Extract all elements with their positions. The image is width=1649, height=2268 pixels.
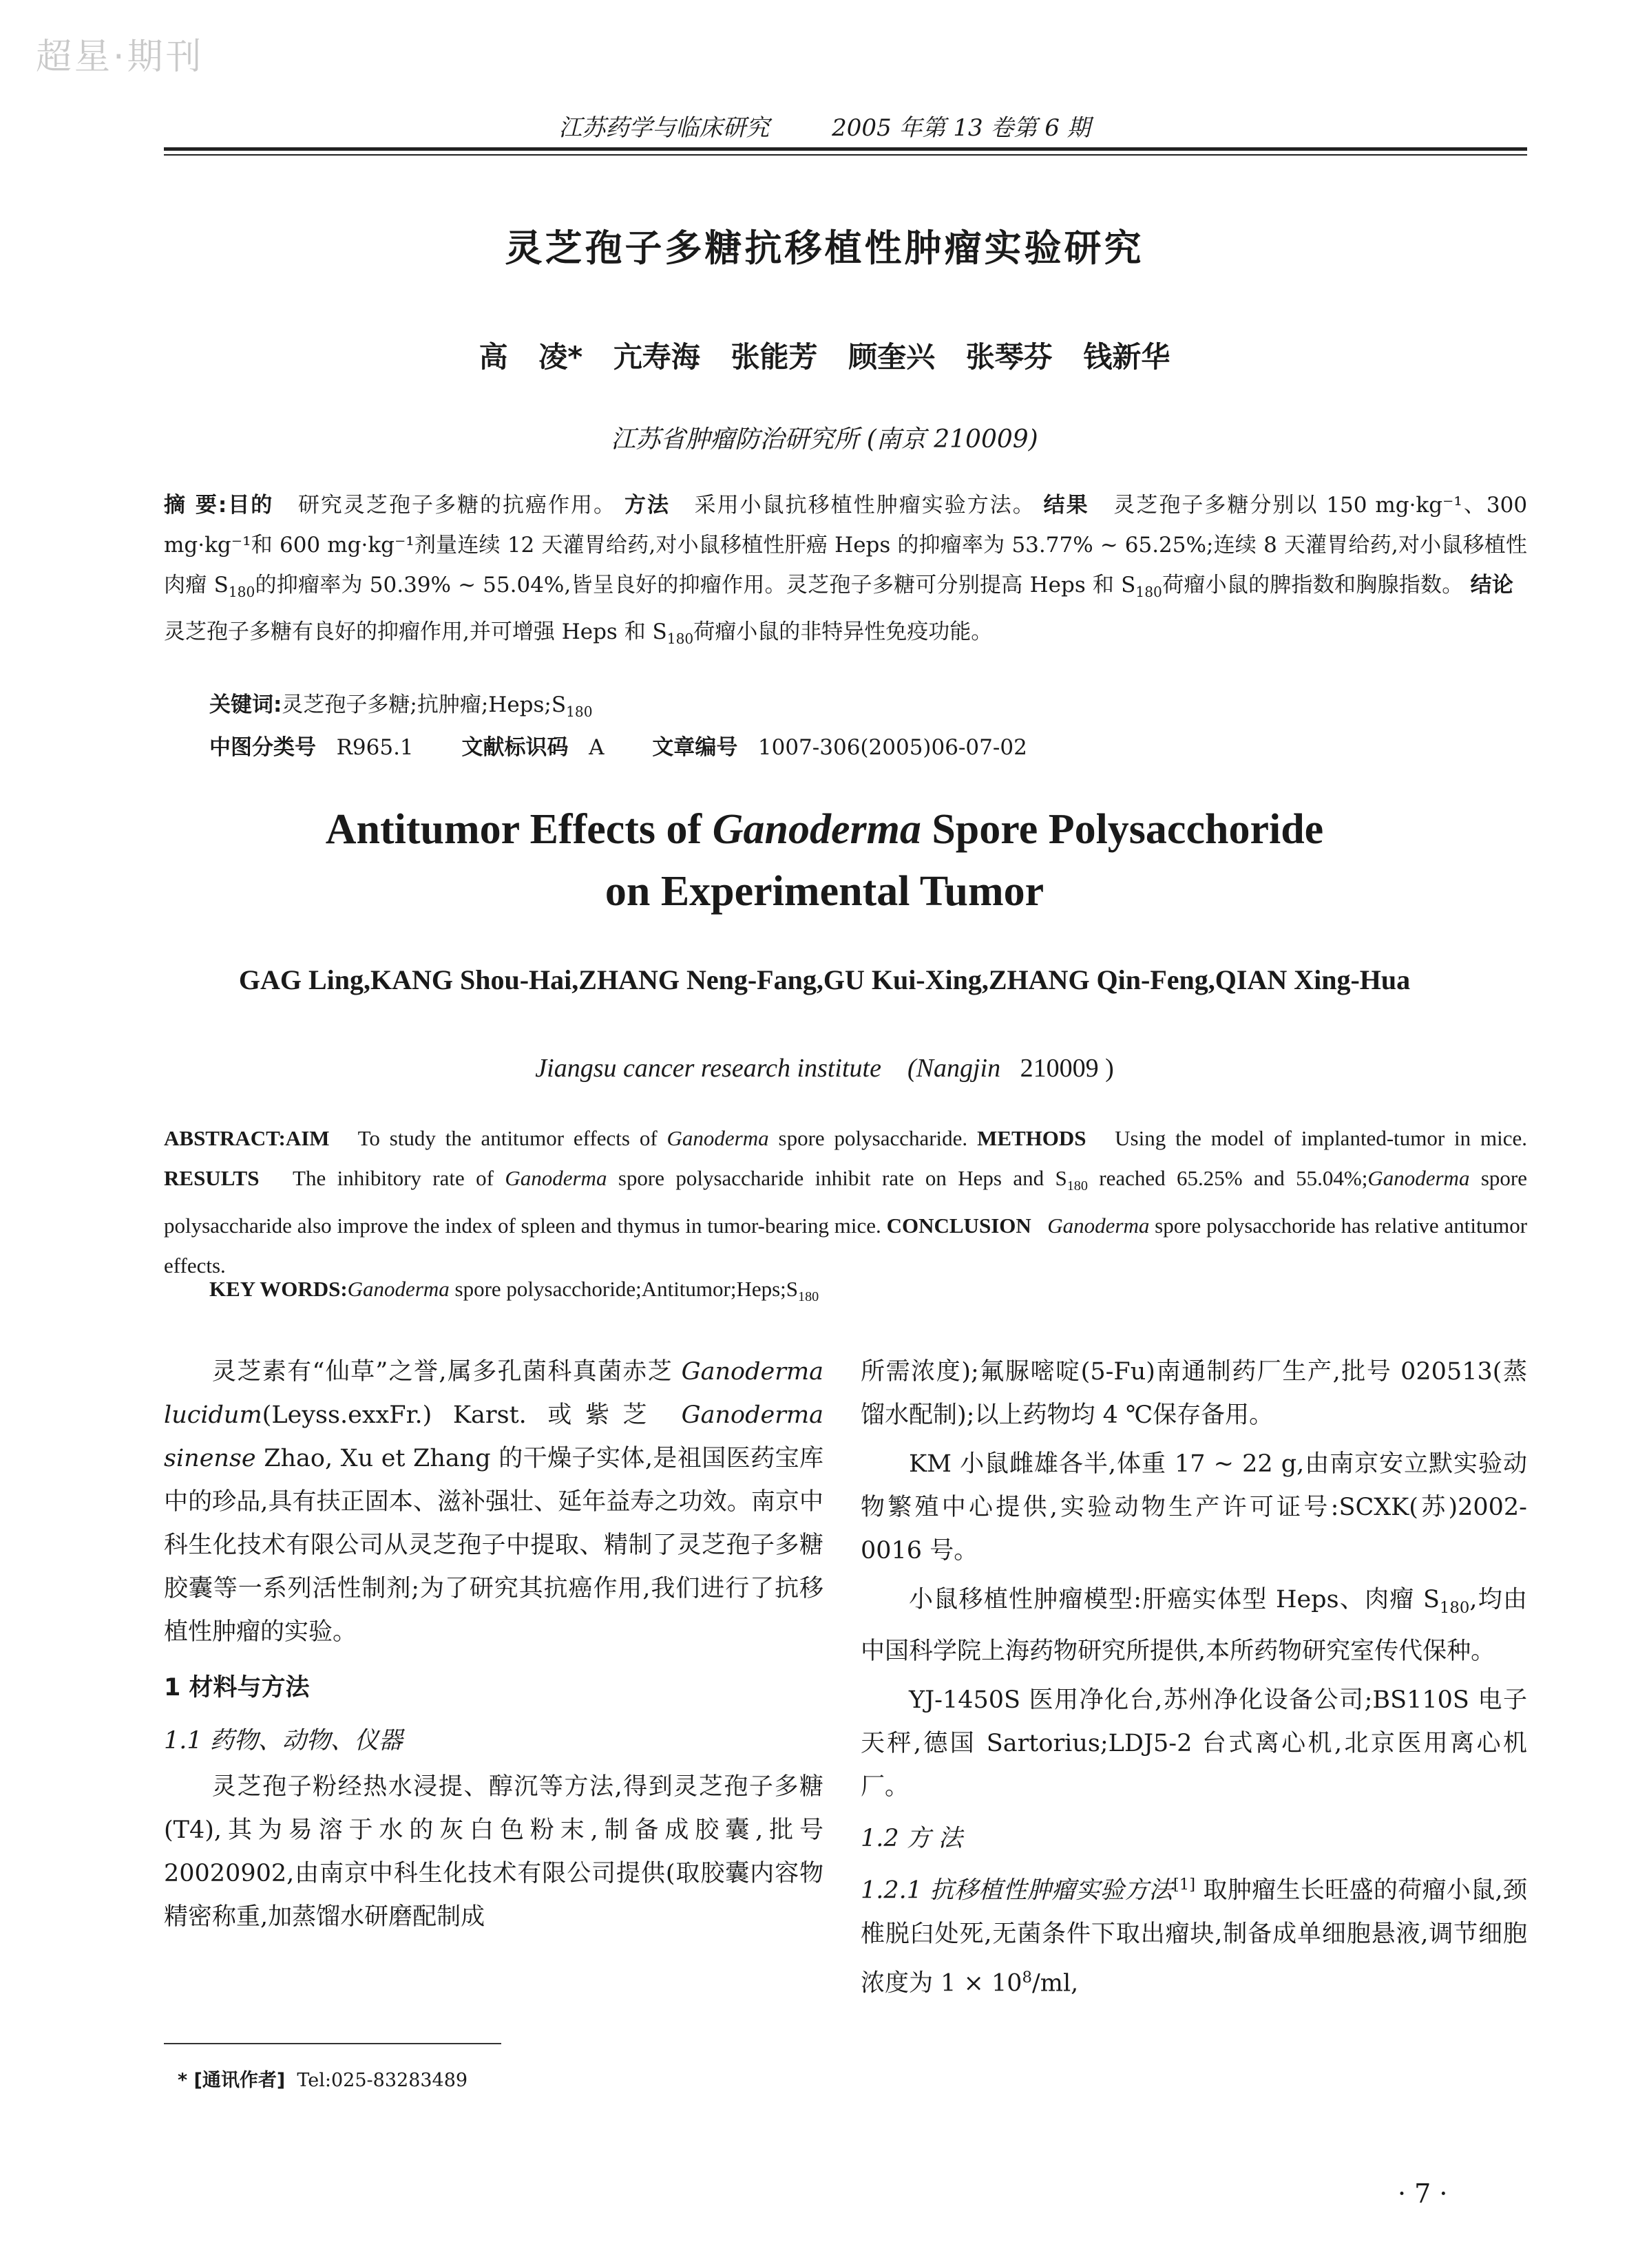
page-number: · 7 · bbox=[1398, 2179, 1448, 2209]
doc-code-label: 文献标识码 bbox=[461, 735, 569, 760]
subscript: 180 bbox=[228, 584, 255, 601]
keywords-text: spore polysacchoride;Antitumor;Heps;S bbox=[449, 1277, 799, 1301]
watermark: 超星·期刊 bbox=[36, 36, 204, 78]
footnote-label: * [通讯作者] bbox=[178, 2070, 286, 2091]
header-rule-thick bbox=[164, 147, 1527, 151]
methods-label: METHODS bbox=[977, 1126, 1086, 1150]
keywords-english bbox=[209, 1277, 1527, 1305]
aim-text: To study the antitumor effects of bbox=[357, 1126, 667, 1150]
italic-term: Ganoderma bbox=[666, 1126, 769, 1150]
header-rule-thin bbox=[164, 154, 1527, 156]
results-label: RESULTS bbox=[164, 1166, 260, 1190]
results-text: 灵芝孢子多糖分别以 150 mg·kg⁻¹、300 mg·kg⁻¹和 600 mg·kg⁻¹剂量连续 12 天灌胃给药,对小鼠移植性肝癌 Heps 的抑瘤率为 53.77% ~ 65.25%;连续 8 天灌胃给药,对小鼠移植性肉瘤 S bbox=[164, 493, 1528, 597]
text: 灵芝素有“仙草”之誉,属多孔菌科真菌赤芝 bbox=[212, 1358, 682, 1386]
italic-term: Ganoderma bbox=[1367, 1166, 1470, 1190]
title-text: Spore Polysacchoride bbox=[921, 806, 1324, 853]
italic-term: Ganoderma bbox=[347, 1277, 450, 1301]
subsubsection-heading: 1.2.1 抗移植性肿瘤实验方法 bbox=[861, 1876, 1173, 1905]
subscript: 180 bbox=[1439, 1599, 1470, 1617]
text: /ml, bbox=[1032, 1969, 1079, 1997]
keywords-label: 关键词: bbox=[209, 692, 282, 717]
title-line-2: on Experimental Tumor bbox=[605, 868, 1044, 915]
methods-text: Using the model of implanted-tumor in mice. bbox=[1115, 1126, 1528, 1150]
running-header bbox=[0, 109, 1649, 142]
subsection-heading: 1.1 药物、动物、仪器 bbox=[164, 1727, 403, 1755]
paragraph: 所需浓度);氟脲嘧啶(5-Fu)南通制药厂生产,批号 020513(蒸馏水配制);以上药物均 4 ℃保存备用。 bbox=[861, 1358, 1527, 1429]
text: (Leyss.exxFr.) Karst. 或紫芝 bbox=[262, 1401, 682, 1429]
citation[interactable]: [1] bbox=[1173, 1876, 1196, 1894]
title-english bbox=[0, 798, 1649, 922]
affiliation-chinese: 江苏省肿瘤防治研究所 (南京 210009) bbox=[611, 425, 1038, 454]
issue-info: 2005 年第 13 卷第 6 期 bbox=[832, 114, 1091, 142]
results-text: The inhibitory rate of bbox=[293, 1166, 505, 1190]
superscript: 8 bbox=[1022, 1968, 1032, 1986]
body-column-left bbox=[164, 1350, 823, 1944]
paragraph: KM 小鼠雌雄各半,体重 17 ~ 22 g,由南京安立默实验动物繁殖中心提供,实验动物生产许可证号:SCXK(苏)2002-0016 号。 bbox=[861, 1450, 1527, 1565]
doc-code-value: A bbox=[589, 735, 605, 760]
body-column-right bbox=[861, 1350, 1527, 2011]
institute: Jiangsu cancer research institute bbox=[535, 1054, 881, 1083]
methods-label: 方法 bbox=[624, 493, 670, 518]
title-chinese: 灵芝孢子多糖抗移植性肿瘤实验研究 bbox=[505, 226, 1144, 270]
clc-value: R965.1 bbox=[336, 735, 414, 760]
conclusion-label: CONCLUSION bbox=[886, 1214, 1031, 1238]
conclusion-label: 结论 bbox=[1470, 573, 1514, 597]
aim-label: 目的 bbox=[227, 493, 274, 518]
postal-code: 210009 ) bbox=[1020, 1054, 1114, 1083]
section-heading: 1 材料与方法 bbox=[164, 1674, 310, 1702]
footnote-text: Tel:025-83283489 bbox=[297, 2070, 468, 2091]
text: 取肿瘤生长旺盛的荷瘤小鼠,颈椎脱臼处死,无菌条件下取出瘤块,制备成单细胞悬液,调节细胞浓度为 1 × 10 bbox=[861, 1876, 1527, 1997]
subsection-heading: 1.2 方 法 bbox=[861, 1825, 963, 1852]
aim-text: 研究灵芝孢子多糖的抗癌作用。 bbox=[297, 493, 617, 518]
conclusion-text: 荷瘤小鼠的非特异性免疫功能。 bbox=[693, 619, 993, 645]
affiliation-english bbox=[0, 1053, 1649, 1083]
italic-term: Ganoderma bbox=[505, 1166, 607, 1190]
text: Zhao, Xu et Zhang 的干燥子实体,是祖国医药宝库中的珍品,具有扶正固本、滋补强壮、延年益寿之功效。南京中科生化技术有限公司从灵芝孢子中提取、精制了灵芝孢子多糖胶囊等一系列活性制剂;为了研究其抗癌作用,我们进行了抗移植性肿瘤的实验。 bbox=[164, 1445, 823, 1646]
abstract-chinese bbox=[164, 485, 1527, 659]
paragraph: 灵芝孢子粉经热水浸提、醇沉等方法,得到灵芝孢子多糖(T4),其为易溶于水的灰白色粉末,制备成胶囊,批号 20020902,由南京中科生化技术有限公司提供(取胶囊内容物精密称重,加蒸馏水研磨配制成 bbox=[164, 1773, 823, 1931]
abstract-label: 摘 要: bbox=[164, 493, 227, 518]
subscript: 180 bbox=[1135, 584, 1162, 601]
paragraph bbox=[861, 1578, 1527, 1673]
results-text: reached 65.25% and 55.04%; bbox=[1087, 1166, 1368, 1190]
authors-chinese: 高 凌* 亢寿海 张能芳 顾奎兴 张琴芬 钱新华 bbox=[479, 340, 1170, 374]
aim-text: spore polysaccharide. bbox=[768, 1126, 968, 1150]
italic-term: Ganoderma lucidum bbox=[164, 1358, 823, 1429]
results-text: spore polysaccharide inhibit rate on Heps and S bbox=[607, 1166, 1067, 1190]
paragraph bbox=[861, 1863, 1527, 2005]
paragraph: YJ-1450S 医用净化台,苏州净化设备公司;BS110S 电子天秤,德国 Sartorius;LDJ5-2 台式离心机,北京医用离心机厂。 bbox=[861, 1686, 1527, 1801]
keywords-label: KEY WORDS: bbox=[209, 1277, 348, 1301]
abstract-label: ABSTRACT: bbox=[164, 1126, 286, 1150]
methods-text: 采用小鼠抗移植性肿瘤实验方法。 bbox=[694, 493, 1036, 518]
subscript: 180 bbox=[1067, 1178, 1088, 1194]
abstract-english bbox=[164, 1119, 1527, 1286]
paragraph bbox=[164, 1350, 823, 1654]
keywords-chinese bbox=[209, 687, 1527, 720]
city: (Nangjin bbox=[907, 1054, 1001, 1083]
title-text: Antitumor Effects of bbox=[325, 806, 713, 853]
journal-name: 江苏药学与临床研究 bbox=[558, 114, 770, 142]
authors-english: GAG Ling,KANG Shou-Hai,ZHANG Neng-Fang,GU Kui-Xing,ZHANG Qin-Feng,QIAN Xing-Hua bbox=[238, 964, 1411, 995]
results-text: 的抑瘤率为 50.39% ~ 55.04%,皆呈良好的抑瘤作用。灵芝孢子多糖可分别提高 Heps 和 S bbox=[255, 573, 1136, 597]
article-number-value: 1007-306(2005)06-07-02 bbox=[757, 735, 1027, 760]
subscript: 180 bbox=[566, 703, 593, 721]
italic-term: Ganoderma bbox=[1047, 1214, 1150, 1238]
clc-label: 中图分类号 bbox=[209, 735, 316, 760]
results-label: 结果 bbox=[1043, 493, 1089, 518]
text: ,均由中国科学院上海药物研究所提供,本所药物研究室传代保种。 bbox=[861, 1586, 1527, 1665]
text: 小鼠移植性肿瘤模型:肝癌实体型 Heps、肉瘤 S bbox=[909, 1586, 1440, 1613]
title-italic: Ganoderma bbox=[712, 806, 921, 853]
results-text: spore polysaccharide also improve the index of spleen and thymus in tumor-bearing mice. bbox=[164, 1166, 1527, 1238]
aim-label: AIM bbox=[285, 1126, 330, 1150]
subscript: 180 bbox=[666, 630, 694, 648]
classification-line bbox=[209, 730, 1527, 761]
footnote-rule bbox=[164, 2043, 501, 2044]
subscript: 180 bbox=[798, 1289, 819, 1305]
conclusion-text: spore polysacchoride has relative antitumor effects. bbox=[164, 1214, 1528, 1278]
results-text: 荷瘤小鼠的脾指数和胸腺指数。 bbox=[1162, 573, 1464, 597]
article-number-label: 文章编号 bbox=[652, 735, 738, 760]
conclusion-text: 灵芝孢子多糖有良好的抑瘤作用,并可增强 Heps 和 S bbox=[164, 619, 667, 645]
italic-term: Ganoderma sinense bbox=[164, 1401, 823, 1472]
keywords-text: 灵芝孢子多糖;抗肿瘤;Heps;S bbox=[282, 692, 567, 717]
footnote bbox=[178, 2065, 468, 2092]
